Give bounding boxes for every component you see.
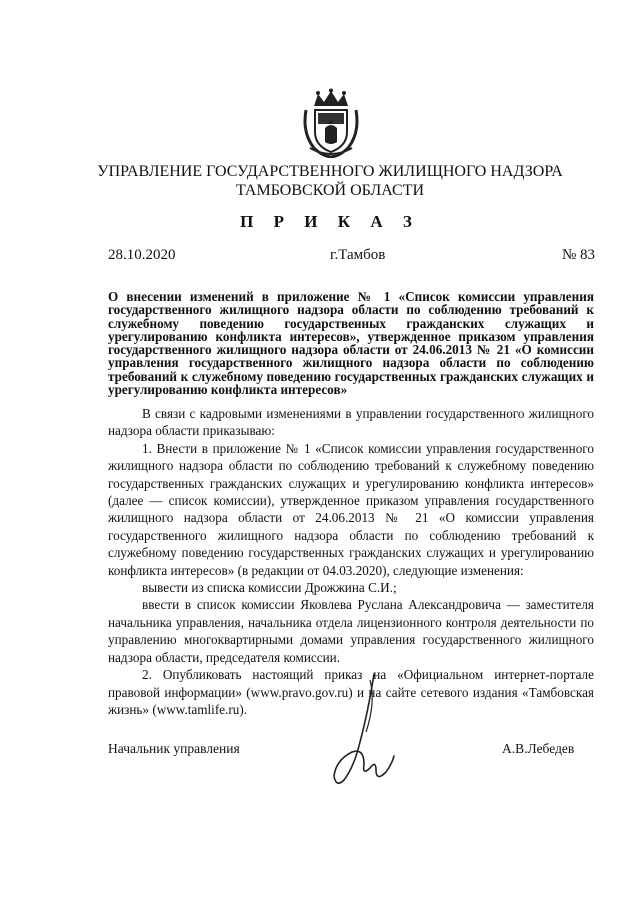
handwritten-signature (330, 672, 400, 790)
coat-of-arms-icon (300, 88, 362, 158)
body-paragraph-item-1: 1. Внести в приложение № 1 «Список комиссии управления государственного жилищного надзора области по соблюдению требований к служебному поведению государственных гражданских служащих и урегулированию конфликта интересов» (далее — список комиссии), утвержденное приказом управления государственного жилищного надзора области от 24.06.2013 № 21 «О комиссии управления государственного жилищного надзора области по соблюдению требований к служебному поведению государственных гражданских служащих и урегулированию конфликта интересов» (в редакции от 04.03.2020), следующие изменения: (108, 440, 594, 578)
document-subject: О внесении изменений в приложение № 1 «Список комиссии управления государственного жилищного надзора области по соблюдению требований к служебному поведению государственных гражданских служащих и урегулированию конфликта интересов», утвержденное приказом управления государственного жилищного надзора области от 24.06.2013 № 21 «О комиссии управления государственного жилищного надзора области по соблюдению требований к служебному поведению государственных гражданских служащих и урегулированию конфликта интересов» (108, 289, 594, 398)
document-date: 28.10.2020 (108, 247, 176, 263)
body-paragraph-remove: вывести из списка комиссии Дрожжина С.И.; (142, 580, 397, 596)
body-paragraph-preamble: В связи с кадровыми изменениями в управлении государственного жилищного надзора области приказываю: (108, 406, 594, 439)
signatory-role: Начальник управления (108, 741, 240, 756)
body-paragraph-item-2: 2. Опубликовать настоящий приказ на «Официальном интернет-портале правовой информации» (www.pravo.gov.ru) и на сайте сетевого издания «Тамбовская жизнь» (www.tamlife.ru). (108, 667, 594, 717)
document-city: г.Тамбов (330, 247, 386, 263)
body-paragraph-add: ввести в список комиссии Яковлева Руслана Александровича — заместителя начальника управления, начальника отдела лицензионного контроля деятельности по управлению многоквартирными домами управления государственного жилищного надзора области, председателя комиссии. (108, 597, 594, 665)
org-line-1: УПРАВЛЕНИЕ ГОСУДАРСТВЕННОГО ЖИЛИЩНОГО НАДЗОРА (97, 163, 563, 180)
organization-name (80, 162, 580, 200)
signatory-name: А.В.Лебедев (502, 741, 575, 756)
document-title: П Р И К А З (240, 212, 420, 231)
org-line-2: ТАМБОВСКОЙ ОБЛАСТИ (235, 182, 425, 199)
document-number: № 83 (561, 247, 595, 263)
